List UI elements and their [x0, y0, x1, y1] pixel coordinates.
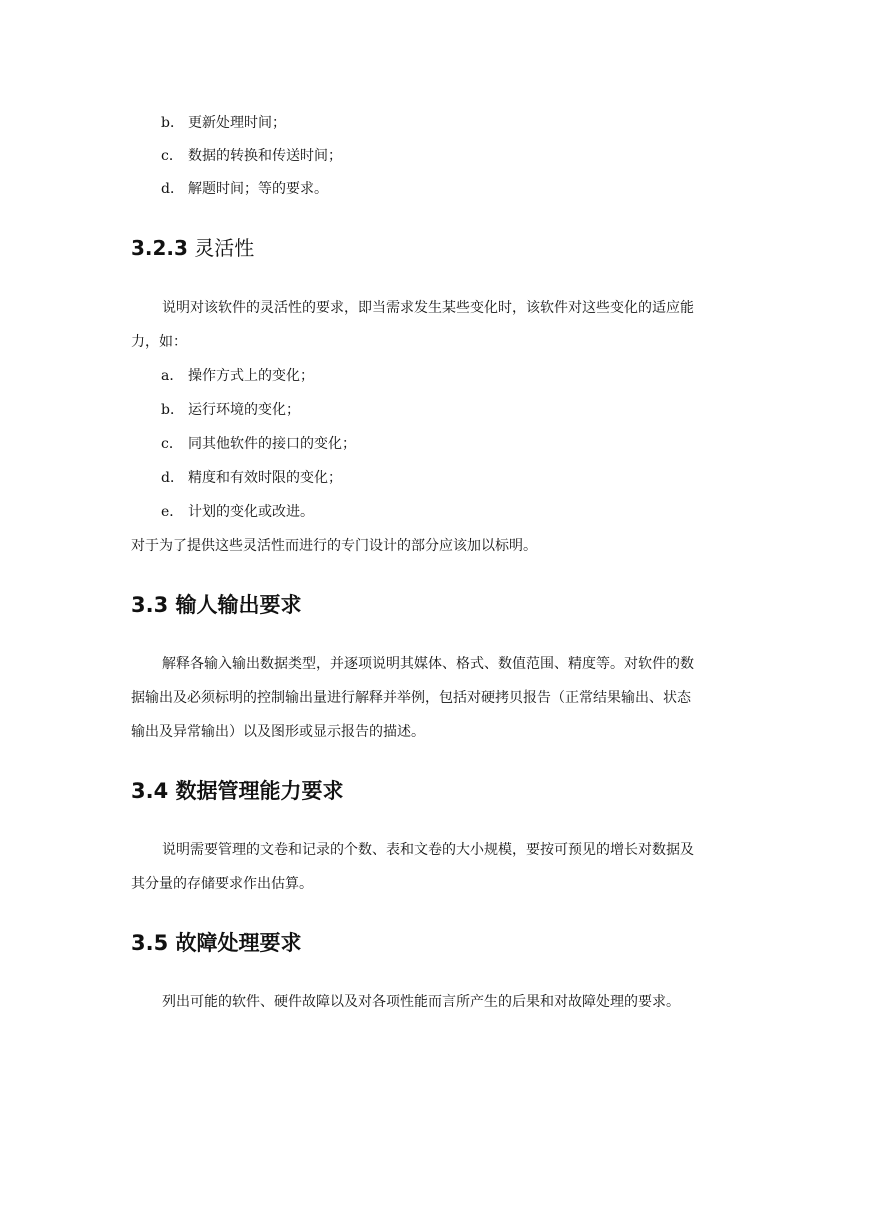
- list-marker: b．: [161, 115, 184, 131]
- list-marker: b．: [161, 402, 184, 418]
- list-marker: d．: [161, 181, 184, 197]
- section-title: 故障处理要求: [175, 931, 302, 955]
- list-item: [161, 179, 328, 199]
- section-title: 灵活性: [194, 236, 255, 260]
- paragraph-line: 列出可能的软件、硬件故障以及对各项性能而言所产生的后果和对故障处理的要求。: [162, 994, 680, 1010]
- section-number: 3.3: [131, 593, 169, 617]
- list-item: [161, 113, 286, 133]
- section-title: 输人输出要求: [175, 593, 302, 617]
- list-marker: a．: [161, 368, 184, 384]
- list-text: 运行环境的变化；: [188, 402, 300, 418]
- paragraph-line: 据输出及必须标明的控制输出量进行解释并举例，包括对硬拷贝报告（正常结果输出、状态: [131, 690, 691, 706]
- paragraph-line: 对于为了提供这些灵活性而进行的专门设计的部分应该加以标明。: [131, 538, 537, 554]
- paragraph-line: 输出及异常输出）以及图形或显示报告的描述。: [131, 724, 425, 740]
- list-item: [161, 366, 314, 386]
- list-marker: c．: [161, 148, 183, 164]
- section-heading-3-5: [131, 928, 302, 958]
- section-number: 3.4: [131, 779, 169, 803]
- section-number: 3.2.3: [131, 236, 188, 260]
- list-marker: d．: [161, 470, 184, 486]
- list-item: [161, 400, 300, 420]
- list-text: 操作方式上的变化；: [188, 368, 314, 384]
- section-heading-3-4: [131, 776, 344, 806]
- section-title: 数据管理能力要求: [175, 779, 344, 803]
- list-text: 精度和有效时限的变化；: [188, 470, 342, 486]
- list-marker: e．: [161, 504, 184, 520]
- list-item: [161, 468, 342, 488]
- paragraph-line: 力，如：: [131, 334, 187, 350]
- list-item: [161, 146, 342, 166]
- paragraph-line: 其分量的存储要求作出估算。: [131, 876, 313, 892]
- section-heading-3-2-3: [131, 234, 254, 262]
- list-text: 数据的转换和传送时间；: [188, 148, 342, 164]
- list-marker: c．: [161, 436, 183, 452]
- list-item: [161, 502, 314, 522]
- paragraph-line: 说明需要管理的文卷和记录的个数、表和文卷的大小规模，要按可预见的增长对数据及: [162, 842, 694, 858]
- paragraph-line: 解释各输入输出数据类型，并逐项说明其媒体、格式、数值范围、精度等。对软件的数: [162, 656, 694, 672]
- list-text: 同其他软件的接口的变化；: [188, 436, 356, 452]
- list-item: [161, 434, 356, 454]
- list-text: 计划的变化或改进。: [188, 504, 314, 520]
- section-number: 3.5: [131, 931, 169, 955]
- paragraph-line: 说明对该软件的灵活性的要求，即当需求发生某些变化时，该软件对这些变化的适应能: [162, 300, 694, 316]
- list-text: 更新处理时间；: [188, 115, 286, 131]
- list-text: 解题时间；等的要求。: [188, 181, 328, 197]
- section-heading-3-3: [131, 590, 302, 620]
